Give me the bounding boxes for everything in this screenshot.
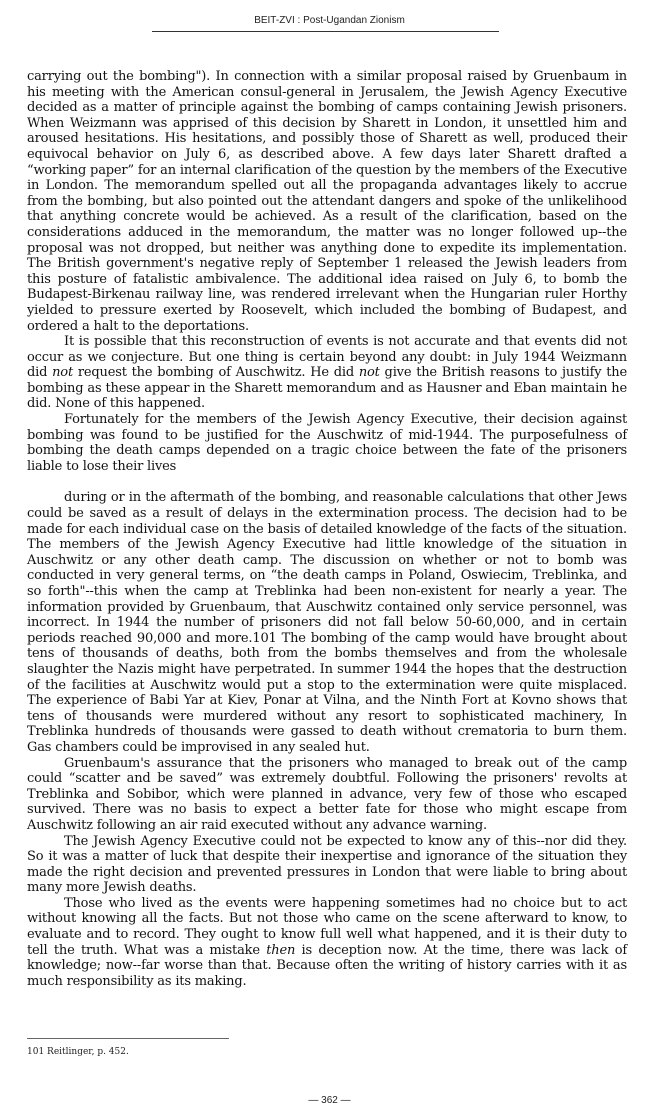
page-number: — 362 — <box>308 1095 351 1106</box>
paragraph-6: The Jewish Agency Executive could not be expected to know any of this--nor did they. So it was a matter of luck that despite their inexpertise and ignorance of the situation they made the right decision and prevented pressures in London that were liable to bring about many more Jewish deaths. <box>27 833 627 896</box>
header-rule <box>152 31 499 32</box>
running-header: BEIT-ZVI : Post-Ugandan Zionism <box>254 15 405 26</box>
paragraph-1: carrying out the bombing"). In connection with a similar proposal raised by Gruenbaum in his meeting with the American consul-general in Jerusalem, the Jewish Agency Executive decided as a matter of principle against the bombing of camps containing Jewish prisoners. When Weizmann was apprised of this decision by Sharett in London, it unsettled him and aroused hesitations. His hesitations, and possibly those of Sharett as well, produced their equivocal behavior on July 6, as described above. A few days later Sharett drafted a “working paper” for an internal clarification of the question by the members of the Executive in London. The memorandum spelled out all the propaganda advantages likely to accrue from the bombing, but also pointed out the attendant dangers and spoke of the unlikelihood that anything concrete would be achieved. As a result of the clarification, based on the considerations adduced in the memorandum, the matter was no longer followed up--the proposal was not dropped, but neither was anything done to expedite its implementation. The British government's negative reply of September 1 released the Jewish leaders from this posture of fatalistic ambivalence. The additional idea raised on July 6, to bomb the Budapest-Birkenau railway line, was rendered irrelevant when the Hungarian ruler Horthy yielded to pressure exerted by Roosevelt, which included the bombing of Budapest, and ordered a halt to the deportations. <box>27 69 627 334</box>
paragraph-7-part-a: Those who lived as the events were happening sometimes had no choice but to act without knowing all the facts. But not those who came on the scene afterward to know, to evaluate and to record. They ought to know full well what happened, and it is their duty to tell the truth. What was a mistake <box>27 895 627 958</box>
paragraph-3: Fortunately for the members of the Jewish Agency Executive, their decision against bombing was found to be justified for the Auschwitz of mid-1944. The purposefulness of bombing the death camps depended on a tragic choice between the fate of the prisoners liable to lose their lives <box>27 412 627 474</box>
paragraph-7-part-b: is deception now. At the time, there was lack of knowledge; now--far worse than that. Because often the writing of history carries with it as much responsibility as its making. <box>27 942 627 989</box>
footnote-101: 101 Reitlinger, p. 452. <box>27 1047 129 1057</box>
footnote-rule <box>27 1038 229 1039</box>
paragraph-2-part-b: request the bombing of Auschwitz. He did <box>73 365 359 381</box>
paragraph-2 <box>27 334 627 412</box>
paragraph-5: Gruenbaum's assurance that the prisoners who managed to break out of the camp could “scatter and be saved” was extremely doubtful. Following the prisoners' revolts at Treblinka and Sobibor, which were planned in advance, very few of those who escaped survived. There was no basis to expect a better fate for those who might escape from Auschwitz following an air raid executed without any advance warning. <box>27 755 627 833</box>
body-text <box>27 69 627 989</box>
paragraph-7 <box>27 896 627 990</box>
paragraph-2-part-a: It is possible that this reconstruction of events is not accurate and that events did not occur as we conjecture. But one thing is certain beyond any doubt: in July 1944 Weizmann did <box>27 334 627 381</box>
emphasis-then: then <box>266 942 296 958</box>
paragraph-2-part-c: give the British reasons to justify the bombing as these appear in the Sharett memorandum and as Hausner and Eban maintain he did. None of this happened. <box>27 365 627 412</box>
paragraph-4: during or in the aftermath of the bombing, and reasonable calculations that other Jews could be saved as a result of delays in the extermination process. The decision had to be made for each individual case on the basis of detailed knowledge of the facts of the situation. The members of the Jewish Agency Executive had little knowledge of the situation in Auschwitz or any other death camp. The discussion on whether or not to bomb was conducted in very general terms, on “the death camps in Poland, Oswiecim, Treblinka, and so forth"--this when the camp at Treblinka had been non-existent for nearly a year. The information provided by Gruenbaum, that Auschwitz contained only service personnel, was incorrect. In 1944 the number of prisoners did not fall below 50-60,000, and in certain periods reached 90,000 and more.101 The bombing of the camp would have brought about tens of thousands of deaths, both from the bombs themselves and from the wholesale slaughter the Nazis might have perpetrated. In summer 1944 the hopes that the destruction of the facilities at Auschwitz would put a stop to the extermination were quite misplaced. The experience of Babi Yar at Kiev, Ponar at Vilna, and the Ninth Fort at Kovno shows that tens of thousands were murdered without any resort to sophisticated machinery, In Treblinka hundreds of thousands were gassed to death without crematoria to burn them. Gas chambers could be improvised in any sealed hut. <box>27 490 627 755</box>
emphasis-not-2: not <box>358 365 380 381</box>
emphasis-not-1: not <box>52 365 73 381</box>
